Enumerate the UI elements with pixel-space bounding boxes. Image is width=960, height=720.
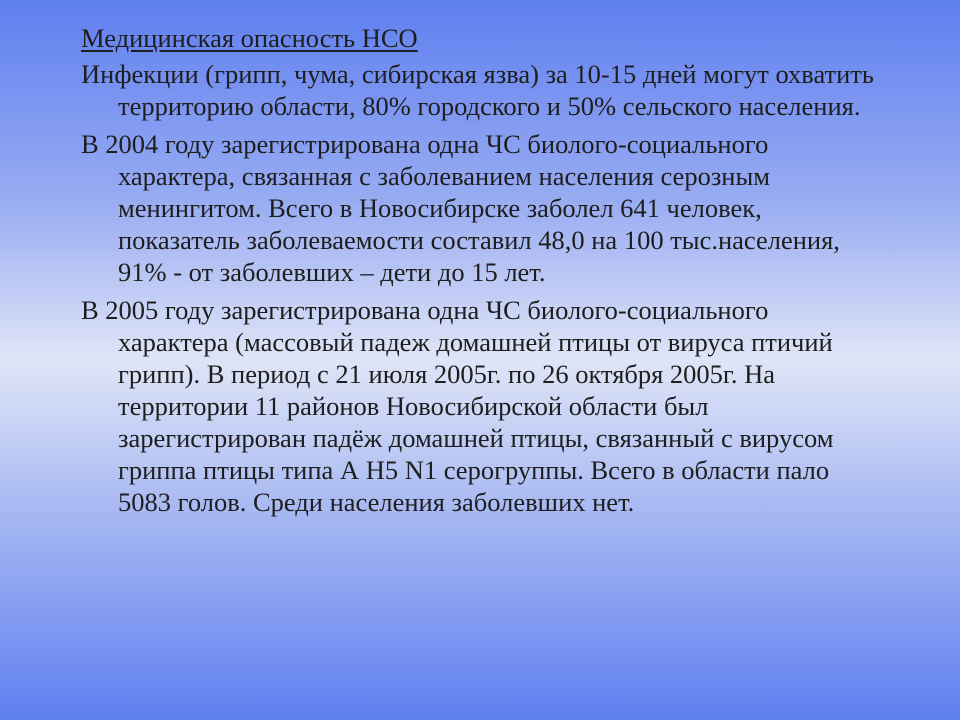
paragraph-2005: В 2005 году зарегистрирована одна ЧС биолого-социального характера (массовый падеж домашней птицы от вируса птичий грипп). В период с 21 июля 2005г. по 26 октября 2005г. На территории 11 районов Новосибирской области был зарегистрирован падёж домашней птицы, связанный с вирусом гриппа птицы типа А Н5 N1 серогруппы. Всего в области пало 5083 голов. Среди населения заболевших нет. <box>81 295 834 517</box>
slide-heading: Медицинская опасность НСО <box>81 23 418 53</box>
paragraph-2004: В 2004 году зарегистрирована одна ЧС биолого-социального характера, связанная с заболеванием населения серозным менингитом. Всего в Новосибирске заболел 641 человек, показатель заболеваемости составил 48,0 на 100 тыс.населения, 91% - от заболевших – дети до 15 лет. <box>81 129 840 287</box>
slide-content <box>81 22 881 524</box>
paragraph-infections: Инфекции (грипп, чума, сибирская язва) за 10-15 дней могут охватить территорию области, 80% городского и 50% сельского населения. <box>81 59 874 121</box>
